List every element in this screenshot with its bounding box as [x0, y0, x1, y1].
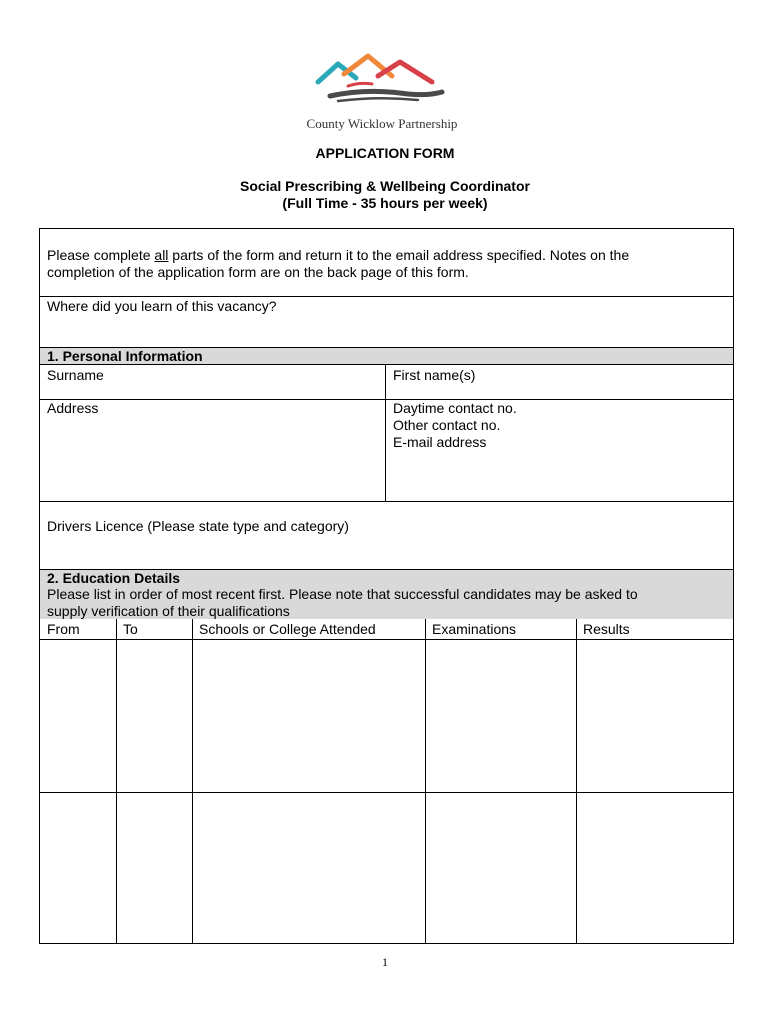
organisation-name: County Wicklow Partnership: [306, 116, 458, 131]
intro-line-1: Please complete all parts of the form and return it to the email address specified. Notes on the: [47, 247, 630, 263]
other-contact-label: Other contact no.: [393, 417, 501, 433]
mountains-logo-icon: [308, 52, 468, 108]
job-title: Social Prescribing & Wellbeing Coordinator: [240, 178, 530, 194]
emphasis-all: all: [154, 247, 169, 263]
column-header-results: Results: [583, 621, 630, 637]
divider: [40, 399, 733, 400]
divider: [40, 296, 733, 297]
divider: [40, 639, 733, 640]
page-number: 1: [382, 955, 388, 969]
column-header-from: From: [47, 621, 80, 637]
vacancy-question-label: Where did you learn of this vacancy?: [47, 298, 277, 314]
application-form-table: [39, 228, 734, 944]
column-divider: [385, 364, 386, 501]
drivers-licence-label: Drivers Licence (Please state type and category): [47, 518, 349, 534]
column-header-to: To: [123, 621, 138, 637]
form-title: APPLICATION FORM: [315, 145, 455, 161]
personal-info-heading: 1. Personal Information: [47, 348, 203, 364]
column-divider: [425, 619, 426, 943]
column-divider: [116, 619, 117, 943]
surname-label: Surname: [47, 367, 104, 383]
first-names-label: First name(s): [393, 367, 476, 383]
email-label: E-mail address: [393, 434, 487, 450]
daytime-contact-label: Daytime contact no.: [393, 400, 517, 416]
intro-line-2: completion of the application form are on the back page of this form.: [47, 264, 469, 280]
column-divider: [192, 619, 193, 943]
column-header-examinations: Examinations: [432, 621, 517, 637]
education-note-line-2: supply verification of their qualifications: [47, 603, 290, 619]
table-row-divider: [40, 792, 733, 793]
job-terms: (Full Time - 35 hours per week): [282, 195, 488, 211]
column-header-school: Schools or College Attended: [199, 621, 376, 637]
education-heading: 2. Education Details: [47, 570, 181, 586]
column-divider: [576, 619, 577, 943]
partnership-logo: [288, 52, 488, 132]
education-note-line-1: Please list in order of most recent first. Please note that successful candidates may be asked to: [47, 586, 638, 602]
address-label: Address: [47, 400, 99, 416]
divider: [40, 364, 733, 365]
divider: [40, 501, 733, 502]
